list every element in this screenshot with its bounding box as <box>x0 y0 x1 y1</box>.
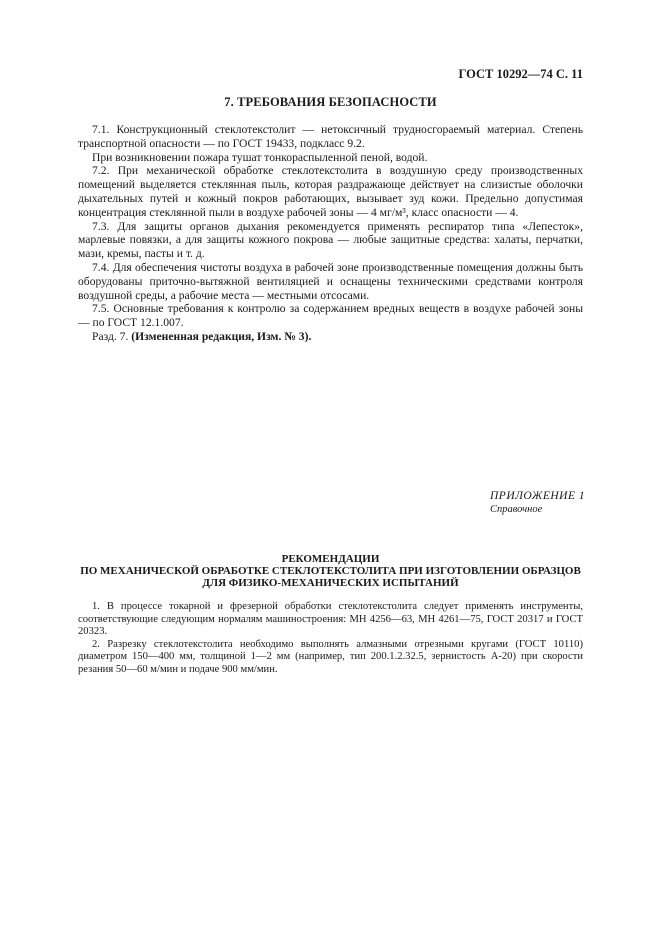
appendix-kind: Справочное <box>490 504 543 515</box>
recommendations-title <box>0 553 661 590</box>
recommendation-2: 2. Разрезку стеклотекстолита необходимо выполнять алмазными отрезными кругами (ГОСТ 10110) диаметром 150—400 мм, толщиной 1—2 мм (например, тип 200.1.2.32.5, зернистость А-20) при скорости резания 50—60 м/мин и подаче 900 мм/мин. <box>78 638 583 675</box>
amendment-note <box>78 330 583 344</box>
appendix-label <box>490 489 585 517</box>
section-title: 7. ТРЕБОВАНИЯ БЕЗОПАСНОСТИ <box>224 95 437 109</box>
recommendations-body <box>78 601 583 676</box>
paragraph-7-1: 7.1. Конструкционный стеклотекстолит — нетоксичный трудносгораемый материал. Степень транспортной опасности — по ГОСТ 19433, подкласс 9.2. <box>78 123 583 150</box>
page-header: ГОСТ 10292—74 С. 11 <box>458 67 583 81</box>
recommendations-title-line: РЕКОМЕНДАЦИИ <box>281 553 380 565</box>
appendix-number: ПРИЛОЖЕНИЕ 1 <box>490 490 586 502</box>
section-body <box>78 123 583 344</box>
paragraph-7-4: 7.4. Для обеспечения чистоты воздуха в рабочей зоне производственные помещения должны быть оборудованы приточно-вытяжной вентиляцией и оснащены техническими средствами контроля воздушной среды, а рабочие места — местными отсосами. <box>78 260 583 302</box>
paragraph-7-3: 7.3. Для защиты органов дыхания рекомендуется применять респиратор типа «Лепесток», марлевые повязки, а для защиты кожного покрова — любые защитные средства: халаты, перчатки, мази, кремы, пасты и т. д. <box>78 219 583 261</box>
paragraph-7-2: 7.2. При механической обработке стеклотекстолита в воздушную среду производственных помещений выделяется стеклянная пыль, которая раздражающе действует на слизистые оболочки дыхательных путей и кожный покров работающих, вызывает зуд кожи. Предельно допустимая концентрация стеклянной пыли в воздухе рабочей зоны — 4 мг/м³, класс опасности — 4. <box>78 164 583 219</box>
paragraph-7-5: 7.5. Основные требования к контролю за содержанием вредных веществ в воздухе рабочей зоны — по ГОСТ 12.1.007. <box>78 302 583 330</box>
recommendations-title-line: ПО МЕХАНИЧЕСКОЙ ОБРАБОТКЕ СТЕКЛОТЕКСТОЛИТА ПРИ ИЗГОТОВЛЕНИИ ОБРАЗЦОВ <box>80 565 581 578</box>
recommendation-1: 1. В процессе токарной и фрезерной обработки стеклотекстолита следует применять инструменты, соответствующие следующим нормалям машиностроения: МН 4256—63, МН 4261—75, ГОСТ 20317 и ГОСТ 20323. <box>78 601 583 637</box>
recommendations-title-line: ДЛЯ ФИЗИКО-МЕХАНИЧЕСКИХ ИСПЫТАНИЙ <box>202 577 459 590</box>
amendment-bold: (Измененная редакция, Изм. № 3). <box>131 329 312 343</box>
amendment-prefix: Разд. 7. <box>92 329 129 343</box>
paragraph-fire: При возникновении пожара тушат тонкораспыленной пеной, водой. <box>92 150 428 164</box>
